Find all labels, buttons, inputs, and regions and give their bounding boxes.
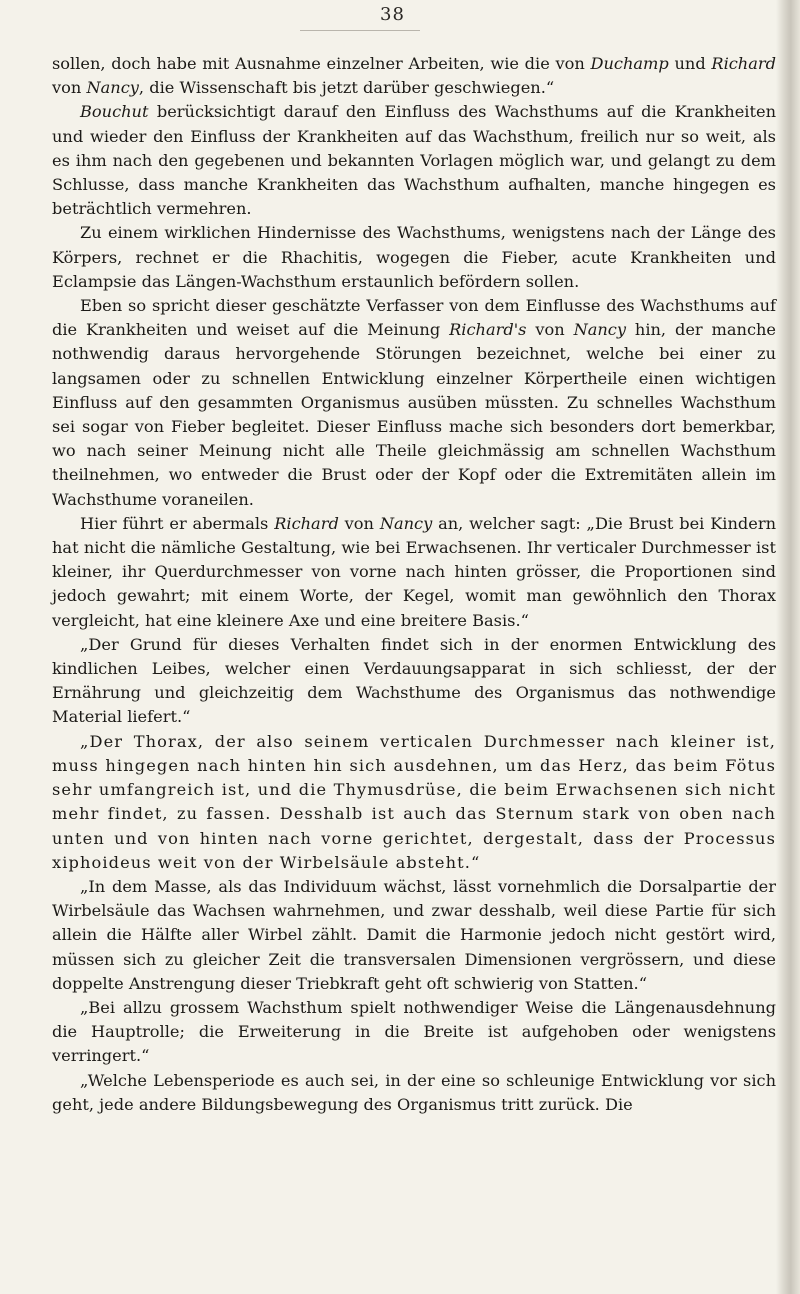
paragraph: [52, 52, 776, 100]
text-run: berücksichtigt darauf den Einfluss des Wachsthums auf die Krankheiten und wieder den Einfluss der Krankheiten auf das Wachsthum, freilich nur so weit, als es ihm nach den gegebenen und bekannten Vorlagen möglich war, und gelangt zu dem Schlusse, dass manche Krankheiten das Wachsthum aufhalten, manche hingegen es beträchtlich vermehren.: [52, 102, 776, 219]
paragraph: [52, 294, 776, 512]
italic-name: Duchamp: [590, 54, 669, 73]
text-run: von: [52, 78, 87, 98]
paragraph: [52, 996, 776, 1069]
italic-name: Bouchut: [80, 102, 149, 122]
italic-name: Nancy: [573, 320, 627, 340]
text-run: „Bei allzu grossem Wachsthum spielt nothwendiger Weise die Längenausdehnung die Hauptrolle; die Erweiterung in die Breite ist aufgehoben oder wenigstens verringert.“: [52, 997, 776, 1066]
text-run: und: [668, 54, 712, 73]
italic-name: Richard: [274, 513, 339, 533]
body-text: [52, 52, 776, 1117]
italic-name: Nancy: [379, 513, 433, 533]
paragraph: [52, 875, 776, 996]
text-run: sollen, doch habe mit Ausnahme einzelner Arbeiten, wie die von: [52, 54, 591, 73]
text-run: , die Wissenschaft bis jetzt darüber geschwiegen.“: [138, 78, 555, 98]
page-number-rule: [300, 30, 420, 31]
text-run: „Der Grund für dieses Verhalten findet sich in der enormen Entwicklung des kindlichen Leibes, welcher einen Verdauungsapparat in sich schliesst, der der Ernährung und gleichzeitig dem Wachsthume des Organismus das nothwendige Material liefert.“: [52, 634, 776, 727]
paragraph: [52, 512, 776, 633]
page-edge-shadow: [776, 0, 800, 1294]
paragraph: [52, 730, 776, 875]
page-number: 38: [380, 4, 405, 25]
italic-name: Richard's: [449, 320, 527, 340]
paragraph: [52, 633, 776, 730]
text-run: „In dem Masse, als das Individuum wächst, lässt vornehmlich die Dorsalpartie der Wirbelsäule das Wachsen wahrnehmen, und zwar desshalb, weil diese Partie für sich allein die Hälfte aller Wirbel zählt. Damit die Harmonie jedoch nicht gestört wird, müssen sich zu gleicher Zeit die transversalen Dimensionen vergrössern, und diese doppelte Anstrengung dieser Triebkraft geht oft schwierig von Statten.“: [52, 876, 776, 993]
text-run: von: [338, 513, 380, 533]
text-run: hin, der manche nothwendig daraus hervorgehende Störungen bezeichnet, welche bei einer zu langsamen oder zu schnellen Entwicklung einzelner Körpertheile einen wichtigen Einfluss auf den gesammten Organismus ausüben müssten. Zu schnelles Wachsthum sei sogar von Fieber begleitet. Dieser Einfluss mache sich besonders dort bemerkbar, wo nach seiner Meinung nicht alle Theile gleichmässig am schnellen Wachsthum theilnehmen, wo entweder die Brust oder der Kopf oder die Extremitäten allein im Wachsthume voraneilen.: [52, 320, 777, 509]
text-run: „Der Thorax, der also seinem verticalen Durchmesser nach kleiner ist, muss hingegen nach hinten hin sich ausdehnen, um das Herz, das beim Fötus sehr umfangreich ist, und die Thymusdrüse, die beim Erwachsenen sich nicht mehr findet, zu fassen. Desshalb ist auch das Sternum stark von oben nach unten und von hinten nach vorne gerichtet, dergestalt, dass der Processus xiphoideus weit von der Wirbelsäule absteht.“: [52, 731, 776, 872]
paragraph: [52, 1069, 776, 1117]
paragraph: [52, 100, 776, 221]
italic-name: Nancy: [86, 78, 139, 98]
italic-name: Richard: [711, 54, 776, 73]
text-run: „Welche Lebensperiode es auch sei, in der eine so schleunige Entwicklung vor sich geht, jede andere Bildungsbewegung des Organismus tritt zurück. Die: [52, 1070, 776, 1114]
text-run: von: [526, 320, 574, 340]
text-run: Eben so spricht dieser geschätzte Verfasser von dem Einflusse des Wachsthums auf die Krankheiten und weiset auf die Meinung: [52, 296, 776, 340]
text-run: Zu einem wirklichen Hindernisse des Wachsthums, wenigstens nach der Länge des Körpers, rechnet er die Rhachitis, wogegen die Fieber, acute Krankheiten und Eclampsie das Längen-Wachsthum erstaunlich befördern sollen.: [52, 223, 776, 291]
text-run: Hier führt er abermals: [80, 513, 275, 533]
text-run: an, welcher sagt: „Die Brust bei Kindern hat nicht die nämliche Gestaltung, wie bei Erwachsenen. Ihr verticaler Durchmesser ist kleiner, ihr Querdurchmesser von vorne nach hinten grösser, die Proportionen sind jedoch gewahrt; mit einem Worte, der Kegel, womit man gewöhnlich den Thorax vergleicht, hat eine kleinere Axe und eine breitere Basis.“: [52, 513, 776, 630]
paragraph: [52, 221, 776, 294]
